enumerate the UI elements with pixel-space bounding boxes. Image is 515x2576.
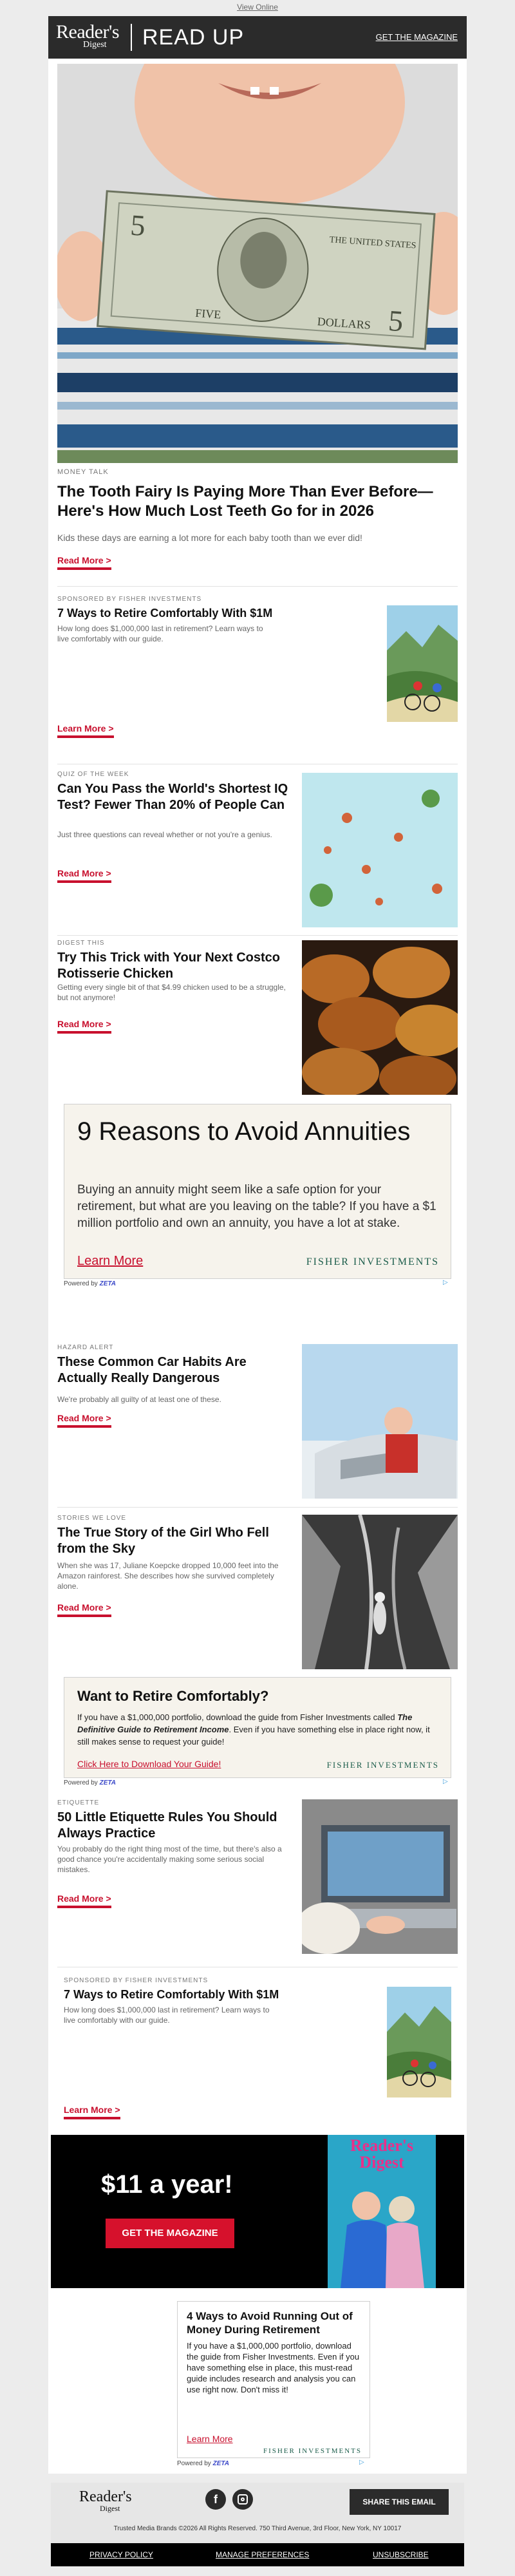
sponsored-headline[interactable]: 7 Ways to Retire Comfortably With $1M bbox=[64, 1988, 279, 2001]
adchoices-icon[interactable]: ▷ bbox=[443, 1279, 448, 1286]
retire-ad-body bbox=[77, 1711, 438, 1748]
adchoices-icon[interactable]: ▷ bbox=[443, 1778, 448, 1785]
retire-ad-download-link[interactable]: Click Here to Download Your Guide! bbox=[77, 1759, 221, 1769]
quiz-headline[interactable]: Can You Pass the World's Shortest IQ Test? Fewer Than 20% of People Can bbox=[57, 782, 288, 812]
retire-ad-body-text-end: . Even if you have something else in place right now, it still makes sense to request your guide! bbox=[77, 1725, 430, 1747]
running-out-ad[interactable] bbox=[177, 2301, 370, 2458]
footer-logo-line-2: Digest bbox=[100, 2504, 120, 2513]
adchoices-icon[interactable]: ▷ bbox=[359, 2459, 364, 2466]
powered-by-label: Powered by bbox=[177, 2460, 211, 2467]
running-out-ad-headline: 4 Ways to Avoid Running Out of Money During Retirement bbox=[187, 2310, 353, 2336]
email-header bbox=[48, 16, 467, 59]
svg-text:THE UNITED STATES: THE UNITED STATES bbox=[329, 235, 417, 251]
svg-text:DOLLARS: DOLLARS bbox=[317, 315, 371, 332]
digest-tag: DIGEST THIS bbox=[57, 940, 105, 947]
stories-description: When she was 17, Juliane Koepcke dropped 10,000 feet into the Amazon rainforest. She describes how she survived completely alone. bbox=[57, 1561, 279, 1591]
svg-text:5: 5 bbox=[387, 303, 405, 338]
running-out-ad-learn-more[interactable]: Learn More bbox=[187, 2434, 233, 2444]
running-out-ad-body: If you have a $1,000,000 portfolio, download the guide from Fisher Investments. Even if you have something else in place, this must-read guide includes research and analysis you can use right now. Don't miss it! bbox=[187, 2341, 360, 2394]
get-magazine-button[interactable]: GET THE MAGAZINE bbox=[106, 2219, 234, 2248]
quiz-description: Just three questions can reveal whether or not you're a genius. bbox=[57, 830, 272, 839]
hero-read-more[interactable]: Read More > bbox=[57, 555, 111, 570]
manage-preferences-link[interactable]: MANAGE PREFERENCES bbox=[216, 2550, 310, 2559]
zeta-logo: ZETA bbox=[99, 1779, 116, 1786]
subscription-price: $11 a year! bbox=[101, 2170, 233, 2199]
annuity-ad-body: Buying an annuity might seem like a safe option for your retirement, but what are you leaving on the table? If you have a $1 million portfolio and own an annuity, you have a lot at stake. bbox=[77, 1183, 436, 1230]
etiquette-read-more[interactable]: Read More > bbox=[57, 1893, 111, 1908]
get-magazine-link[interactable]: GET THE MAGAZINE bbox=[375, 32, 458, 42]
retire-ad[interactable] bbox=[64, 1677, 451, 1778]
retire-ad-guide-title: The Definitive Guide to Retirement Income bbox=[77, 1712, 413, 1734]
etiquette-tag: ETIQUETTE bbox=[57, 1799, 100, 1806]
retire-ad-headline: Want to Retire Comfortably? bbox=[77, 1688, 269, 1704]
hazard-headline[interactable]: These Common Car Habits Are Actually Really Dangerous bbox=[57, 1355, 247, 1385]
retire-ad-body-text: If you have a $1,000,000 portfolio, download the guide from Fisher Investments called bbox=[77, 1712, 398, 1722]
zeta-logo: ZETA bbox=[212, 2460, 229, 2467]
newsletter-title: READ UP bbox=[142, 25, 245, 50]
sponsored-headline[interactable]: 7 Ways to Retire Comfortably With $1M bbox=[57, 607, 273, 620]
svg-text:FIVE: FIVE bbox=[194, 306, 221, 321]
footer-links-bar bbox=[51, 2543, 464, 2566]
digest-headline[interactable]: Try This Trick with Your Next Costco Rotisserie Chicken bbox=[57, 951, 281, 981]
quiz-image-fish[interactable] bbox=[302, 773, 458, 927]
sponsored-tag: SPONSORED BY FISHER INVESTMENTS bbox=[57, 596, 202, 603]
etiquette-image-laptop[interactable] bbox=[302, 1799, 458, 1954]
footer-logo[interactable] bbox=[79, 2489, 132, 2512]
zeta-logo: ZETA bbox=[99, 1280, 116, 1287]
powered-by-label: Powered by bbox=[64, 1779, 98, 1786]
sponsored-learn-more[interactable]: Learn More > bbox=[64, 2105, 120, 2119]
hazard-description: We're probably all guilty of at least one of these. bbox=[57, 1395, 221, 1404]
fisher-investments-logo: FISHER INVESTMENTS bbox=[326, 1760, 439, 1770]
unsubscribe-link[interactable]: UNSUBSCRIBE bbox=[373, 2550, 429, 2559]
annuity-ad-learn-more[interactable]: Learn More bbox=[77, 1254, 144, 1268]
svg-text:5: 5 bbox=[129, 208, 147, 243]
stories-headline[interactable]: The True Story of the Girl Who Fell from the Sky bbox=[57, 1526, 269, 1556]
logo-line-2: Digest bbox=[83, 40, 107, 50]
powered-by-label: Powered by bbox=[64, 1280, 98, 1287]
annuity-ad[interactable] bbox=[64, 1104, 451, 1279]
footer-address: Trusted Media Brands ©2026 All Rights Reserved. 750 Third Avenue, 3rd Floor, New York, NY 10017 bbox=[113, 2525, 402, 2532]
etiquette-headline[interactable]: 50 Little Etiquette Rules You Should Always Practice bbox=[57, 1810, 277, 1841]
fisher-investments-logo: FISHER INVESTMENTS bbox=[263, 2447, 362, 2455]
sponsored-learn-more[interactable]: Learn More > bbox=[57, 723, 114, 738]
annuity-ad-headline: 9 Reasons to Avoid Annuities bbox=[77, 1117, 411, 1146]
sponsored-tag: SPONSORED BY FISHER INVESTMENTS bbox=[64, 1977, 209, 1984]
facebook-icon[interactable]: f bbox=[205, 2489, 226, 2510]
sponsored-image-cyclists[interactable] bbox=[387, 605, 458, 722]
readers-digest-logo[interactable] bbox=[56, 23, 119, 50]
powered-by-zeta[interactable] bbox=[64, 1280, 116, 1287]
quiz-tag: QUIZ OF THE WEEK bbox=[57, 771, 129, 778]
digest-image-chicken[interactable] bbox=[302, 940, 458, 1095]
footer-logo-line-1: Reader's bbox=[79, 2488, 132, 2505]
logo-line-1: Reader's bbox=[56, 21, 120, 43]
header-divider bbox=[131, 24, 132, 51]
hazard-image-car[interactable] bbox=[302, 1344, 458, 1499]
stories-image-jungle[interactable] bbox=[302, 1515, 458, 1669]
hero-image-tooth-fairy[interactable] bbox=[57, 64, 458, 463]
divider bbox=[57, 935, 458, 936]
hero-description: Kids these days are earning a lot more for each baby tooth than we ever did! bbox=[57, 533, 362, 543]
hazard-tag: HAZARD ALERT bbox=[57, 1344, 114, 1351]
sponsored-description: How long does $1,000,000 last in retirement? Learn ways to live comfortably with our guide. bbox=[57, 624, 263, 643]
magazine-cover-title: Reader's Digest bbox=[350, 2136, 414, 2172]
powered-by-zeta[interactable] bbox=[177, 2460, 229, 2467]
email-footer bbox=[51, 2483, 464, 2543]
hazard-read-more[interactable]: Read More > bbox=[57, 1413, 111, 1428]
sponsored-image-cyclists[interactable] bbox=[387, 1987, 451, 2098]
digest-description: Getting every single bit of that $4.99 chicken used to be a struggle, but not anymore! bbox=[57, 983, 286, 1002]
hero-tag: MONEY TALK bbox=[57, 468, 109, 476]
sponsored-description: How long does $1,000,000 last in retirement? Learn ways to live comfortably with our guide. bbox=[64, 2005, 270, 2025]
etiquette-description: You probably do the right thing most of the time, but there's also a good chance you're accidentally making some serious social mistakes. bbox=[57, 1844, 282, 1874]
fisher-investments-logo: FISHER INVESTMENTS bbox=[306, 1256, 439, 1267]
privacy-policy-link[interactable]: PRIVACY POLICY bbox=[89, 2550, 153, 2559]
quiz-read-more[interactable]: Read More > bbox=[57, 868, 111, 883]
magazine-cover[interactable] bbox=[328, 2135, 436, 2288]
instagram-icon[interactable] bbox=[232, 2489, 253, 2510]
stories-read-more[interactable]: Read More > bbox=[57, 1602, 111, 1617]
subscribe-banner bbox=[51, 2135, 464, 2288]
powered-by-zeta[interactable] bbox=[64, 1779, 116, 1786]
share-email-button[interactable]: SHARE THIS EMAIL bbox=[350, 2489, 449, 2515]
digest-read-more[interactable]: Read More > bbox=[57, 1019, 111, 1034]
divider bbox=[57, 586, 458, 587]
divider bbox=[57, 1507, 458, 1508]
stories-tag: STORIES WE LOVE bbox=[57, 1515, 127, 1522]
view-online-link[interactable]: View Online bbox=[237, 3, 278, 12]
hero-headline[interactable]: The Tooth Fairy Is Paying More Than Ever Before—Here's How Much Lost Teeth Go for in 2026 bbox=[57, 483, 433, 520]
